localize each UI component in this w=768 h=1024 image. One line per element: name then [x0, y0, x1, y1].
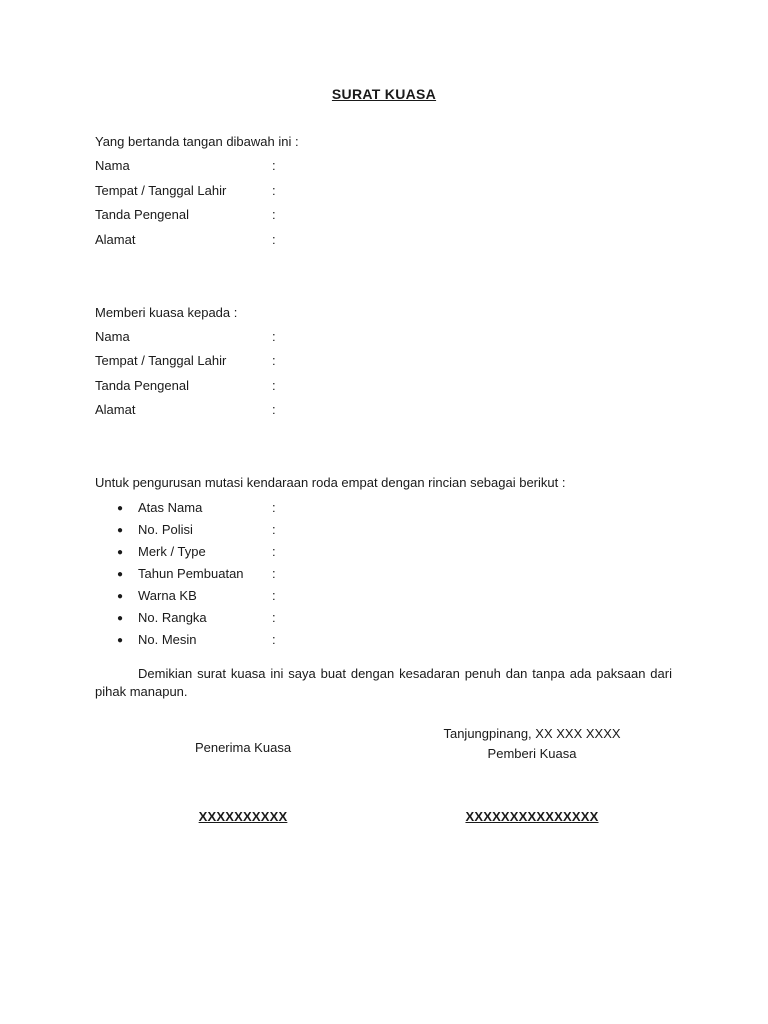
field-label: Nama [95, 329, 130, 344]
grantee-field-row [95, 378, 276, 393]
field-label: Tanda Pengenal [95, 378, 189, 393]
vehicle-field-row [117, 522, 276, 537]
bullet-icon: ● [117, 547, 124, 558]
closing-paragraph: Demikian surat kuasa ini saya buat dengan kesadaran penuh dan tanpa ada paksaan dari pihak manapun. [95, 666, 672, 699]
field-colon: : [272, 522, 276, 537]
grantor-intro: Yang bertanda tangan dibawah ini : [95, 134, 299, 149]
field-label: Alamat [95, 402, 136, 417]
recipient-label: Penerima Kuasa [194, 740, 292, 755]
grantor-field-row [95, 207, 276, 222]
field-colon: : [272, 183, 276, 198]
bullet-icon: ● [117, 591, 124, 602]
field-label: Tahun Pembuatan [138, 566, 244, 581]
recipient-signature-name: XXXXXXXXXX [198, 809, 288, 824]
field-colon: : [272, 158, 276, 173]
purpose-statement: Untuk pengurusan mutasi kendaraan roda empat dengan rincian sebagai berikut : [95, 475, 566, 490]
field-label: Atas Nama [138, 500, 203, 515]
field-label: Warna KB [138, 588, 197, 603]
field-label: Tempat / Tanggal Lahir [95, 183, 227, 198]
grantor-field-row [95, 232, 276, 247]
field-label: No. Rangka [138, 610, 207, 625]
bullet-icon: ● [117, 613, 124, 624]
grantor-field-row [95, 158, 276, 173]
field-colon: : [272, 402, 276, 417]
field-colon: : [272, 353, 276, 368]
grantee-field-row [95, 329, 276, 344]
field-label: No. Mesin [138, 632, 197, 647]
field-label: Tanda Pengenal [95, 207, 189, 222]
field-label: Nama [95, 158, 130, 173]
field-colon: : [272, 500, 276, 515]
bullet-icon: ● [117, 569, 124, 580]
vehicle-field-row [117, 500, 276, 515]
giver-label: Pemberi Kuasa [487, 746, 577, 761]
bullet-icon: ● [117, 503, 124, 514]
field-label: Tempat / Tanggal Lahir [95, 353, 227, 368]
giver-signature-name: XXXXXXXXXXXXXXX [465, 809, 599, 824]
place-date: Tanjungpinang, XX XXX XXXX [443, 726, 621, 741]
field-colon: : [272, 588, 276, 603]
grantee-field-row [95, 353, 276, 368]
field-colon: : [272, 632, 276, 647]
bullet-icon: ● [117, 525, 124, 536]
field-colon: : [272, 207, 276, 222]
field-colon: : [272, 544, 276, 559]
field-colon: : [272, 378, 276, 393]
field-label: Merk / Type [138, 544, 206, 559]
grantee-intro: Memberi kuasa kepada : [95, 305, 238, 320]
field-colon: : [272, 610, 276, 625]
vehicle-field-row [117, 632, 276, 647]
field-colon: : [272, 566, 276, 581]
field-label: No. Polisi [138, 522, 193, 537]
bullet-icon: ● [117, 635, 124, 646]
field-colon: : [272, 232, 276, 247]
grantee-field-row [95, 402, 276, 417]
field-label: Alamat [95, 232, 136, 247]
field-colon: : [272, 329, 276, 344]
vehicle-field-row [117, 566, 276, 581]
document-title: SURAT KUASA [331, 86, 437, 102]
grantor-field-row [95, 183, 276, 198]
vehicle-field-row [117, 588, 276, 603]
vehicle-field-row [117, 610, 276, 625]
vehicle-field-row [117, 544, 276, 559]
